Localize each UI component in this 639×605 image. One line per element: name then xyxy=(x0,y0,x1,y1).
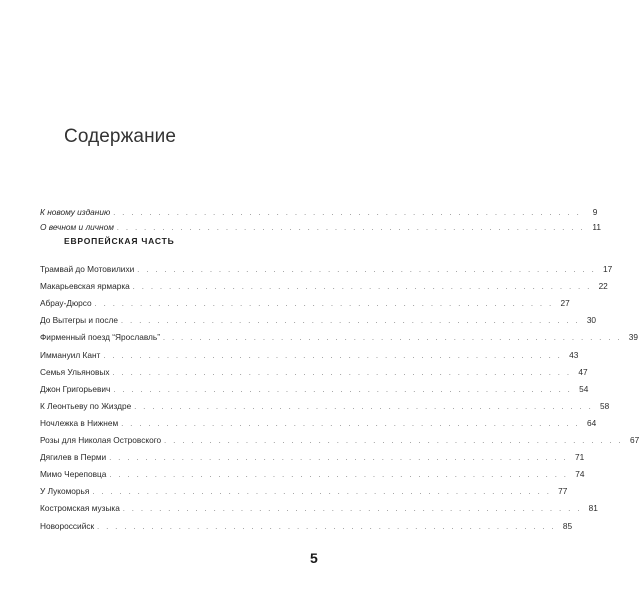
toc-entry-title: До Вытегры и после xyxy=(40,315,119,326)
toc-entry[interactable] xyxy=(40,467,585,481)
toc-entry-title: Абрау-Дюрсо xyxy=(40,298,92,309)
toc-entry-title: Мимо Череповца xyxy=(40,469,107,480)
toc-entry-page: 47 xyxy=(578,366,588,377)
toc-entry-page: 77 xyxy=(558,486,568,497)
toc-entry[interactable] xyxy=(40,519,573,533)
toc-leader-dots: . . . . . . . . . . . . . . . . . . . . . . . . . . . . . . . . . . . . . . . . . . . . . . . . . . . xyxy=(113,386,573,394)
toc-leader-dots: . . . . . . . . . . . . . . . . . . . . . . . . . . . . . . . . . . . . . . . . . . . . . . . . . . . xyxy=(112,369,572,377)
toc-entry[interactable] xyxy=(40,330,639,344)
toc-entry-page: 30 xyxy=(586,315,597,326)
toc-entry[interactable] xyxy=(40,262,613,276)
toc-entry[interactable] xyxy=(40,279,608,293)
toc-entry[interactable] xyxy=(40,450,585,464)
toc-entry[interactable] xyxy=(40,399,610,413)
toc-entry-title: К Леонтьеву по Жиздре xyxy=(40,400,132,411)
toc-entry-title: О вечном и личном xyxy=(40,222,114,232)
toc-leader-dots: . . . . . . . . . . . . . . . . . . . . . . . . . . . . . . . . . . . . . . . . . . . . . . . . . . . xyxy=(92,489,552,497)
toc-entry[interactable] xyxy=(40,433,639,447)
toc-entry-page: 11 xyxy=(592,222,602,232)
toc-entry-page: 81 xyxy=(588,503,598,514)
toc-entry-page: 85 xyxy=(562,520,573,531)
toc-entry-page: 74 xyxy=(575,469,585,480)
toc-leader-dots: . . . . . . . . . . . . . . . . . . . . . . . . . . . . . . . . . . . . . . . . . . . . . . . . . . . xyxy=(97,523,557,531)
section-heading: ЕВРОПЕЙСКАЯ ЧАСТЬ xyxy=(64,236,175,246)
toc-leader-dots: . . . . . . . . . . . . . . . . . . . . . . . . . . . . . . . . . . . . . . . . . . . . . . . . . . . xyxy=(109,472,569,480)
toc-entry-page: 39 xyxy=(628,332,639,343)
toc-leader-dots: . . . . . . . . . . . . . . . . . . . . . . . . . . . . . . . . . . . . . . . . . . . . . . . . . . . . xyxy=(116,225,586,232)
toc-leader-dots: . . . . . . . . . . . . . . . . . . . . . . . . . . . . . . . . . . . . . . . . . . . . . . . . . . . xyxy=(164,438,624,445)
toc-entry-title: Фирменный поезд “Ярославль” xyxy=(40,332,160,343)
toc-leader-dots: . . . . . . . . . . . . . . . . . . . . . . . . . . . . . . . . . . . . . . . . . . . . . . . . . . . xyxy=(132,284,592,292)
toc-leader-dots: . . . . . . . . . . . . . . . . . . . . . . . . . . . . . . . . . . . . . . . . . . . . . . . . . . . . xyxy=(113,210,582,217)
toc-entry-title: Иммануил Кант xyxy=(40,349,101,360)
toc-entry-title: Ночлежка в Нижнем xyxy=(40,417,119,428)
toc-entry-title: К новому изданию xyxy=(40,207,111,217)
toc-leader-dots: . . . . . . . . . . . . . . . . . . . . . . . . . . . . . . . . . . . . . . . . . . . . . . . . . . . xyxy=(103,352,563,360)
toc-entry[interactable] xyxy=(40,365,588,379)
toc-entry-page: 54 xyxy=(579,383,589,394)
toc-entry-page: 71 xyxy=(574,452,585,463)
toc-entry-page: 58 xyxy=(600,400,610,411)
toc-entry-page: 9 xyxy=(592,207,598,217)
toc-entry-page: 67 xyxy=(629,435,639,445)
toc-entry-page: 22 xyxy=(598,281,608,292)
toc-entry-title: Розы для Николая Островского xyxy=(40,435,162,445)
toc-entry-title: Трамвай до Мотовилихи xyxy=(40,264,135,274)
toc-entry[interactable] xyxy=(40,382,589,396)
toc-leader-dots: . . . . . . . . . . . . . . . . . . . . . . . . . . . . . . . . . . . . . . . . . . . . . . . . . . . xyxy=(109,455,569,463)
page-number: 5 xyxy=(310,550,318,566)
toc-leader-dots: . . . . . . . . . . . . . . . . . . . . . . . . . . . . . . . . . . . . . . . . . . . . . . . . . . . xyxy=(121,318,581,326)
toc-entry-title: У Лукоморья xyxy=(40,486,90,497)
toc-entry[interactable] xyxy=(40,484,568,498)
toc-entry-page: 43 xyxy=(569,349,579,360)
toc-entry-title: Костромская музыка xyxy=(40,503,120,514)
toc-entry-page: 17 xyxy=(603,264,613,274)
toc-entry-title: Новороссийск xyxy=(40,520,95,531)
page-title: Содержание xyxy=(64,126,177,147)
toc-entry-page: 27 xyxy=(560,298,570,309)
toc-leader-dots: . . . . . . . . . . . . . . . . . . . . . . . . . . . . . . . . . . . . . . . . . . . . . . . . . . . xyxy=(94,301,554,309)
toc-entry-title: Макарьевская ярмарка xyxy=(40,281,130,292)
toc-entry[interactable] xyxy=(40,501,598,515)
toc-leader-dots: . . . . . . . . . . . . . . . . . . . . . . . . . . . . . . . . . . . . . . . . . . . . . . . . . . . xyxy=(134,403,594,411)
toc-entry[interactable] xyxy=(40,313,597,327)
toc-entry-title: Джон Григорьевич xyxy=(40,383,111,394)
toc-leader-dots: . . . . . . . . . . . . . . . . . . . . . . . . . . . . . . . . . . . . . . . . . . . . . . . . . . . xyxy=(122,506,582,514)
toc-entry-title: Семья Ульяновых xyxy=(40,366,110,377)
toc-leader-dots: . . . . . . . . . . . . . . . . . . . . . . . . . . . . . . . . . . . . . . . . . . . . . . . . . . . xyxy=(121,420,581,428)
toc-entry[interactable] xyxy=(40,416,597,430)
toc-leader-dots: . . . . . . . . . . . . . . . . . . . . . . . . . . . . . . . . . . . . . . . . . . . . . . . . . . . xyxy=(162,335,623,343)
toc-entry-title: Дягилев в Перми xyxy=(40,452,107,463)
toc-entry[interactable] xyxy=(40,205,598,219)
toc-entry[interactable] xyxy=(40,220,602,234)
toc-entry-page: 64 xyxy=(586,417,597,428)
toc-leader-dots: . . . . . . . . . . . . . . . . . . . . . . . . . . . . . . . . . . . . . . . . . . . . . . . . . . . xyxy=(137,267,597,274)
toc-entry[interactable] xyxy=(40,296,570,310)
toc-entry[interactable] xyxy=(40,348,579,362)
